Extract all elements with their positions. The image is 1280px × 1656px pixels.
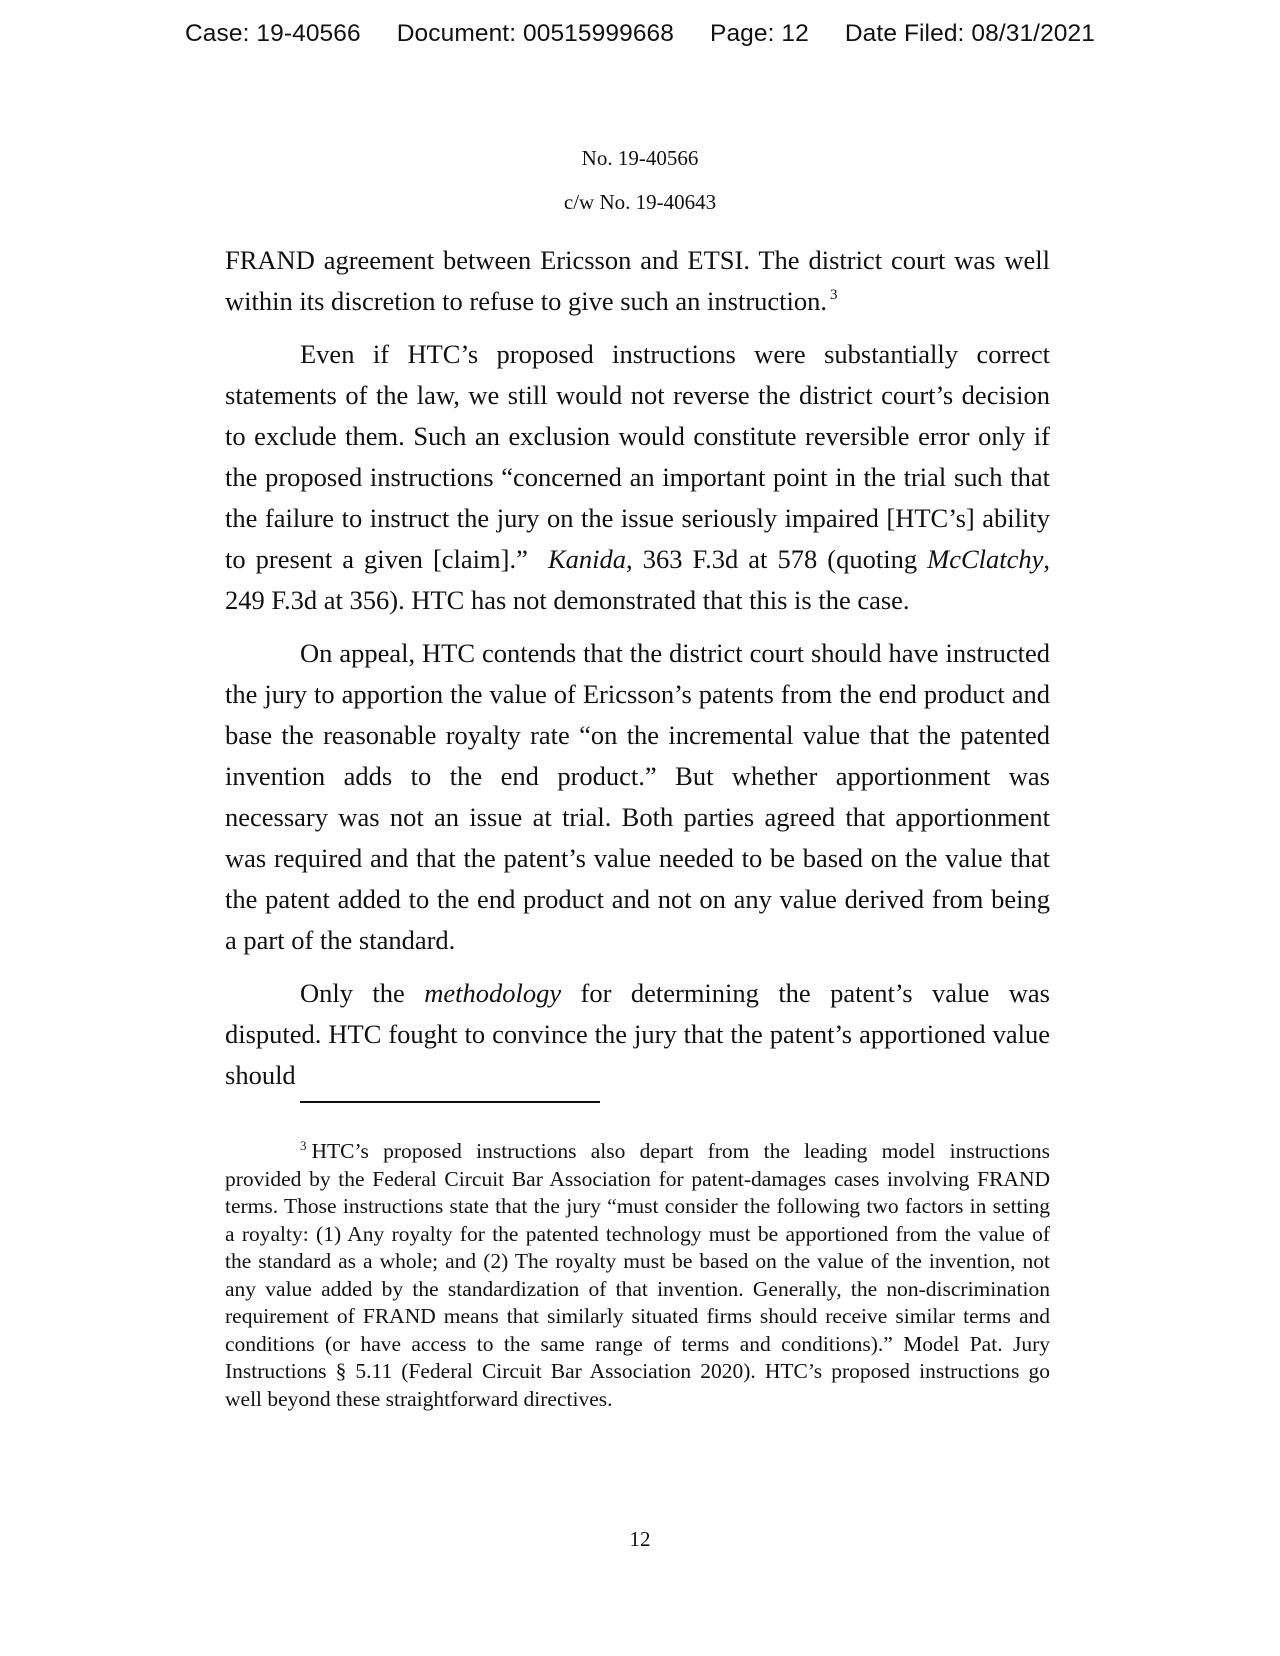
paragraph-3-text: On appeal, HTC contends that the district court should have instructed the jury to apportion the value of Ericsson’s patents from the end product and base the reasonable royalty rate “on the incremental value that the patented invention adds to the end product.” But whether apportionment was necessary was not an issue at trial. Both parties agreed that apportionment was required and that the patent’s value needed to be based on the value that the patent added to the end product and not on any value derived from being a part of the standard. xyxy=(225,638,1050,955)
footnote-3 xyxy=(225,1138,1050,1413)
opinion-body xyxy=(225,240,1050,1108)
paragraph-4 xyxy=(225,973,1050,1096)
paragraph-1 xyxy=(225,240,1050,322)
header-case-number: Case: 19-40566 xyxy=(184,20,361,47)
emphasis-methodology: methodology xyxy=(424,978,562,1008)
footnote-text: HTC’s proposed instructions also depart from the leading model instructions provided by the Federal Circuit Bar Association for patent-damages cases involving FRAND terms. Those instructions state that the jury “must consider the following two factors in setting a royalty: (1) Any royalty for the patented technology must be apportioned from the value of the standard as a whole; and (2) The royalty must be based on the value of the invention, not any value added by the standardization of that invention. Generally, the non-discrimination requirement of FRAND means that similarly situated firms should receive similar terms and conditions (or have access to the same range of terms and conditions).” Model Pat. Jury Instructions § 5.11 (Federal Circuit Bar Association 2020). HTC’s proposed instructions go well beyond these straightforward directives. xyxy=(225,1139,1050,1411)
footnote-divider xyxy=(300,1101,600,1103)
paragraph-3 xyxy=(225,633,1050,961)
consolidated-docket-number: c/w No. 19-40643 xyxy=(563,190,717,214)
case-citation-mcclatchy: McClatchy xyxy=(927,544,1044,574)
paragraph-2-text-c: , 249 F.3d at 356). HTC has not demonstrated that this is the case. xyxy=(225,544,1051,615)
case-citation-kanida: Kanida xyxy=(547,544,627,574)
header-date-filed: Date Filed: 08/31/2021 xyxy=(844,20,1095,47)
paragraph-4-text-b: for determining the patent’s value was disputed. HTC fought to convince the jury that the patent’s apportioned value should xyxy=(225,978,1050,1090)
paragraph-2-text-b: , 363 F.3d at 578 (quoting xyxy=(626,544,928,574)
docket-number: No. 19-40566 xyxy=(581,146,699,170)
header-page: Page: 12 xyxy=(710,20,809,47)
paragraph-4-text-a: Only the xyxy=(300,978,425,1008)
page-number: 12 xyxy=(629,1527,651,1551)
header-document-number: Document: 00515999668 xyxy=(396,20,674,47)
footnote-number: 3 xyxy=(300,1138,307,1153)
paragraph-2 xyxy=(225,334,1050,621)
paragraph-1-text: FRAND agreement between Ericsson and ETSI. The district court was well within its discretion to refuse to give such an instruction. xyxy=(225,245,1050,316)
paragraph-2-text-a: Even if HTC’s proposed instructions were substantially correct statements of the law, we still would not reverse the district court’s decision to exclude them. Such an exclusion would constitute reversible error only if the proposed instructions “concerned an important point in the trial such that the failure to instruct the jury on the issue seriously impaired [HTC’s] ability to present a given [claim].” xyxy=(225,339,1050,574)
filing-header xyxy=(0,20,1280,48)
footnote-reference[interactable]: 3 xyxy=(830,287,838,303)
